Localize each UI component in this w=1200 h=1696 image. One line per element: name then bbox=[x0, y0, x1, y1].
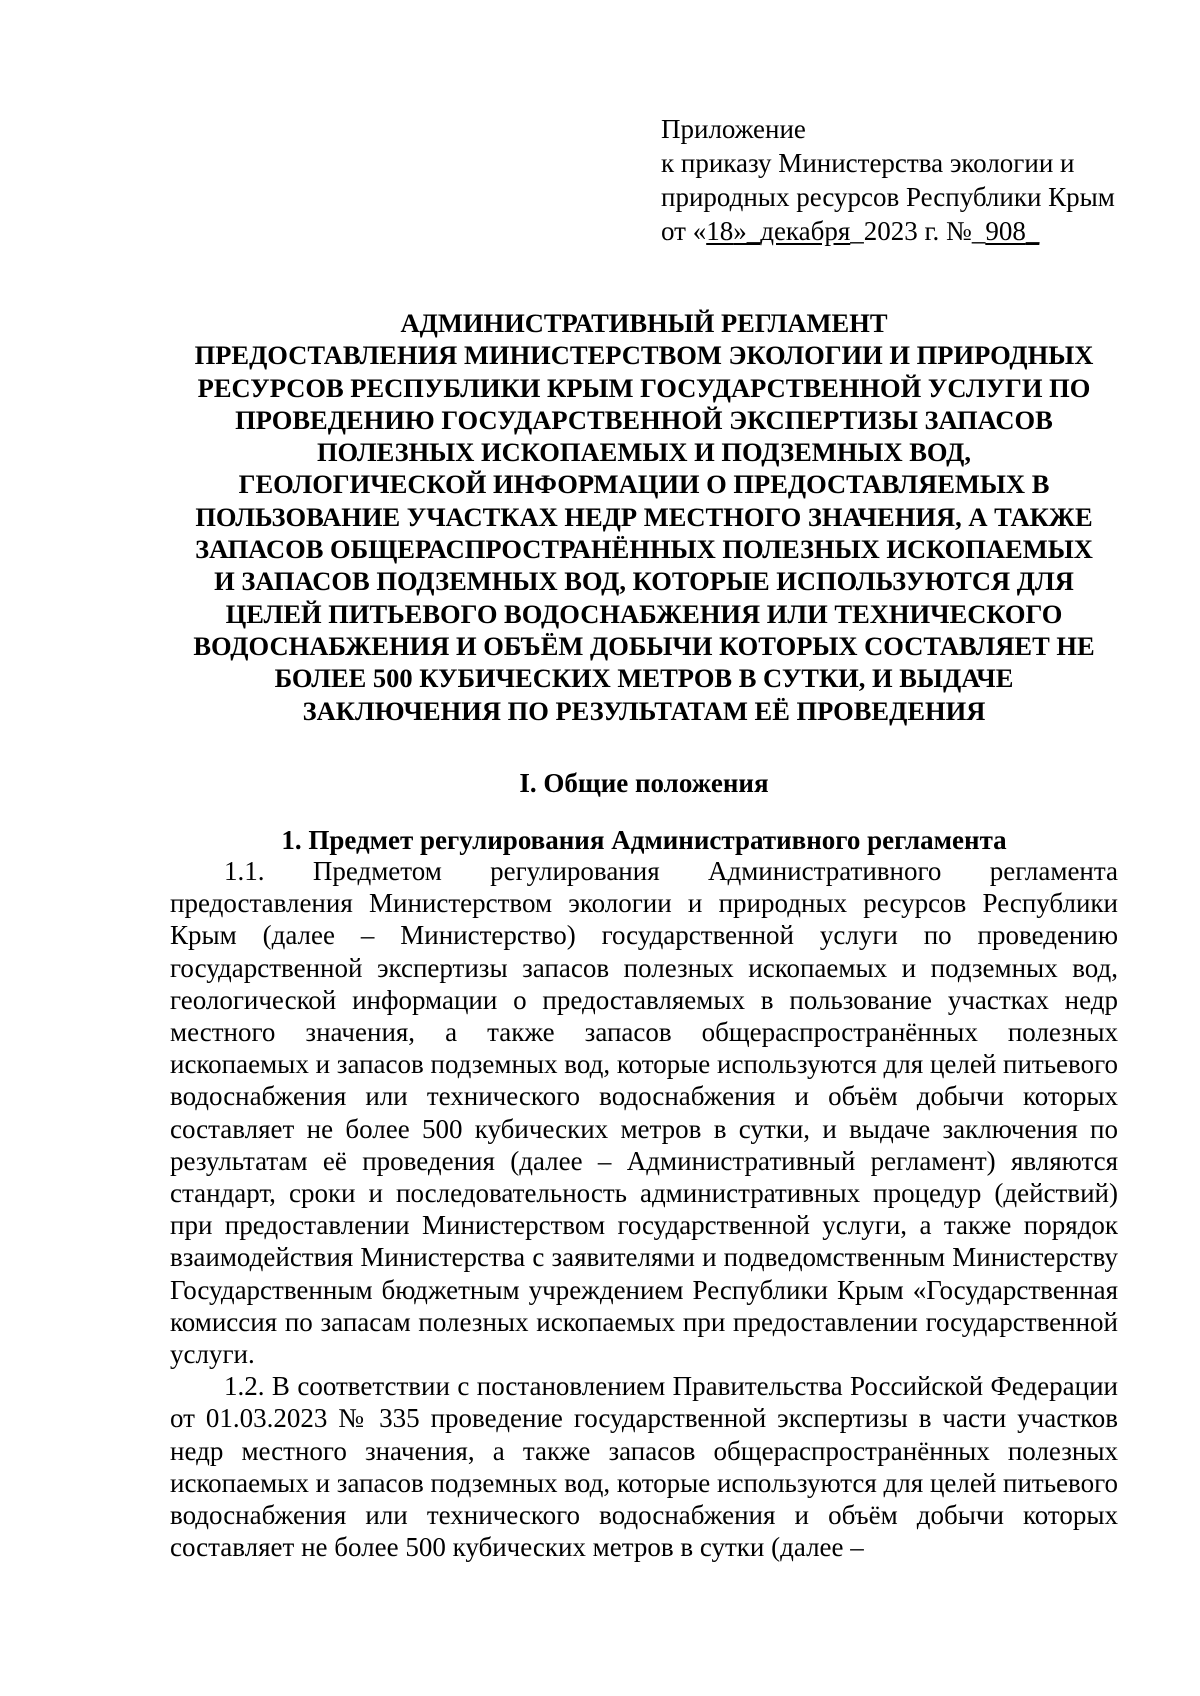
title-line: ПОЛЬЗОВАНИЕ УЧАСТКАХ НЕДР МЕСТНОГО ЗНАЧЕНИЯ, А ТАКЖЕ bbox=[195, 501, 1093, 532]
document-title bbox=[170, 307, 1118, 727]
title-line: АДМИНИСТРАТИВНЫЙ РЕГЛАМЕНТ bbox=[400, 308, 888, 338]
subsection-heading: 1. Предмет регулирования Административного регламента bbox=[281, 825, 1007, 855]
body-text bbox=[170, 855, 1118, 1563]
title-line: ПРОВЕДЕНИЮ ГОСУДАРСТВЕННОЙ ЭКСПЕРТИЗЫ ЗАПАСОВ bbox=[235, 404, 1053, 435]
paragraph-1-2: 1.2. В соответствии с постановлением Правительства Российской Федерации от 01.03.2023 № 335 проведение государственной экспертизы в части участков недр местного значения, а также запасов общераспространённых полезных ископаемых и запасов подземных вод, которые используются для целей питьевого водоснабжения или технического водоснабжения и объём добычи которых составляет не более 500 кубических метров в сутки (далее – bbox=[170, 1371, 1118, 1563]
attachment-block bbox=[661, 112, 1121, 248]
order-day: 18 bbox=[706, 216, 734, 246]
paragraph-1-1: 1.1. Предметом регулирования Административного регламента предоставления Министерством экологии и природных ресурсов Республики Крым (далее – Министерство) государственной услуги по проведению государственной экспертизы запасов полезных ископаемых и подземных вод, геологической информации о предоставляемых в пользование участках недр местного значения, а также запасов общераспространённых полезных ископаемых и запасов подземных вод, которые используются для целей питьевого водоснабжения или технического водоснабжения и объём добычи которых составляет не более 500 кубических метров в сутки, и выдаче заключения по результатам её проведения (далее – Административный регламент) являются стандарт, сроки и последовательность административных процедур (действий) при предоставлении Министерством государственной услуги, а также порядок взаимодействия Министерства с заявителями и подведомственным Министерству Государственным бюджетным учреждением Республики Крым «Государственная комиссия по запасам полезных ископаемых при предоставлении государственной услуги. bbox=[170, 856, 1118, 1370]
order-number-tail: _ bbox=[1025, 216, 1040, 246]
section-heading: I. Общие положения bbox=[519, 768, 769, 798]
title-line: ГЕОЛОГИЧЕСКОЙ ИНФОРМАЦИИ О ПРЕДОСТАВЛЯЕМЫХ В bbox=[238, 469, 1050, 500]
title-line: ВОДОСНАБЖЕНИЯ И ОБЪЁМ ДОБЫЧИ КОТОРЫХ СОСТАВЛЯЕТ НЕ bbox=[193, 630, 1095, 661]
title-line: И ЗАПАСОВ ПОДЗЕМНЫХ ВОД, КОТОРЫЕ ИСПОЛЬЗУЮТСЯ ДЛЯ bbox=[214, 566, 1074, 597]
attachment-order-line: к приказу Министерства экологии и bbox=[661, 148, 1075, 178]
order-month: декабря bbox=[760, 216, 851, 246]
title-line: БОЛЕЕ 500 КУБИЧЕСКИХ МЕТРОВ В СУТКИ, И ВЫДАЧЕ bbox=[274, 663, 1014, 694]
title-line: РЕСУРСОВ РЕСПУБЛИКИ КРЫМ ГОСУДАРСТВЕННОЙ УСЛУГИ ПО bbox=[197, 372, 1091, 403]
attachment-ministry-line: природных ресурсов Республики Крым bbox=[661, 182, 1115, 212]
title-line: ПРЕДОСТАВЛЕНИЯ МИНИСТЕРСТВОМ ЭКОЛОГИИ И ПРИРОДНЫХ bbox=[194, 340, 1094, 371]
attachment-label: Приложение bbox=[661, 114, 806, 144]
order-number: 908 bbox=[985, 216, 1026, 246]
title-line: ПОЛЕЗНЫХ ИСКОПАЕМЫХ И ПОДЗЕМНЫХ ВОД, bbox=[316, 437, 972, 468]
date-quote-close: »_ bbox=[733, 216, 761, 246]
title-line: ЦЕЛЕЙ ПИТЬЕВОГО ВОДОСНАБЖЕНИЯ ИЛИ ТЕХНИЧЕСКОГО bbox=[225, 598, 1063, 629]
order-year: _2023 г. №_ bbox=[850, 216, 986, 246]
title-line: ЗАПАСОВ ОБЩЕРАСПРОСТРАНЁННЫХ ПОЛЕЗНЫХ ИСКОПАЕМЫХ bbox=[195, 534, 1093, 565]
date-prefix: от « bbox=[661, 216, 707, 246]
title-line: ЗАКЛЮЧЕНИЯ ПО РЕЗУЛЬТАТАМ ЕЁ ПРОВЕДЕНИЯ bbox=[302, 695, 986, 726]
attachment-date-line bbox=[661, 214, 1121, 248]
